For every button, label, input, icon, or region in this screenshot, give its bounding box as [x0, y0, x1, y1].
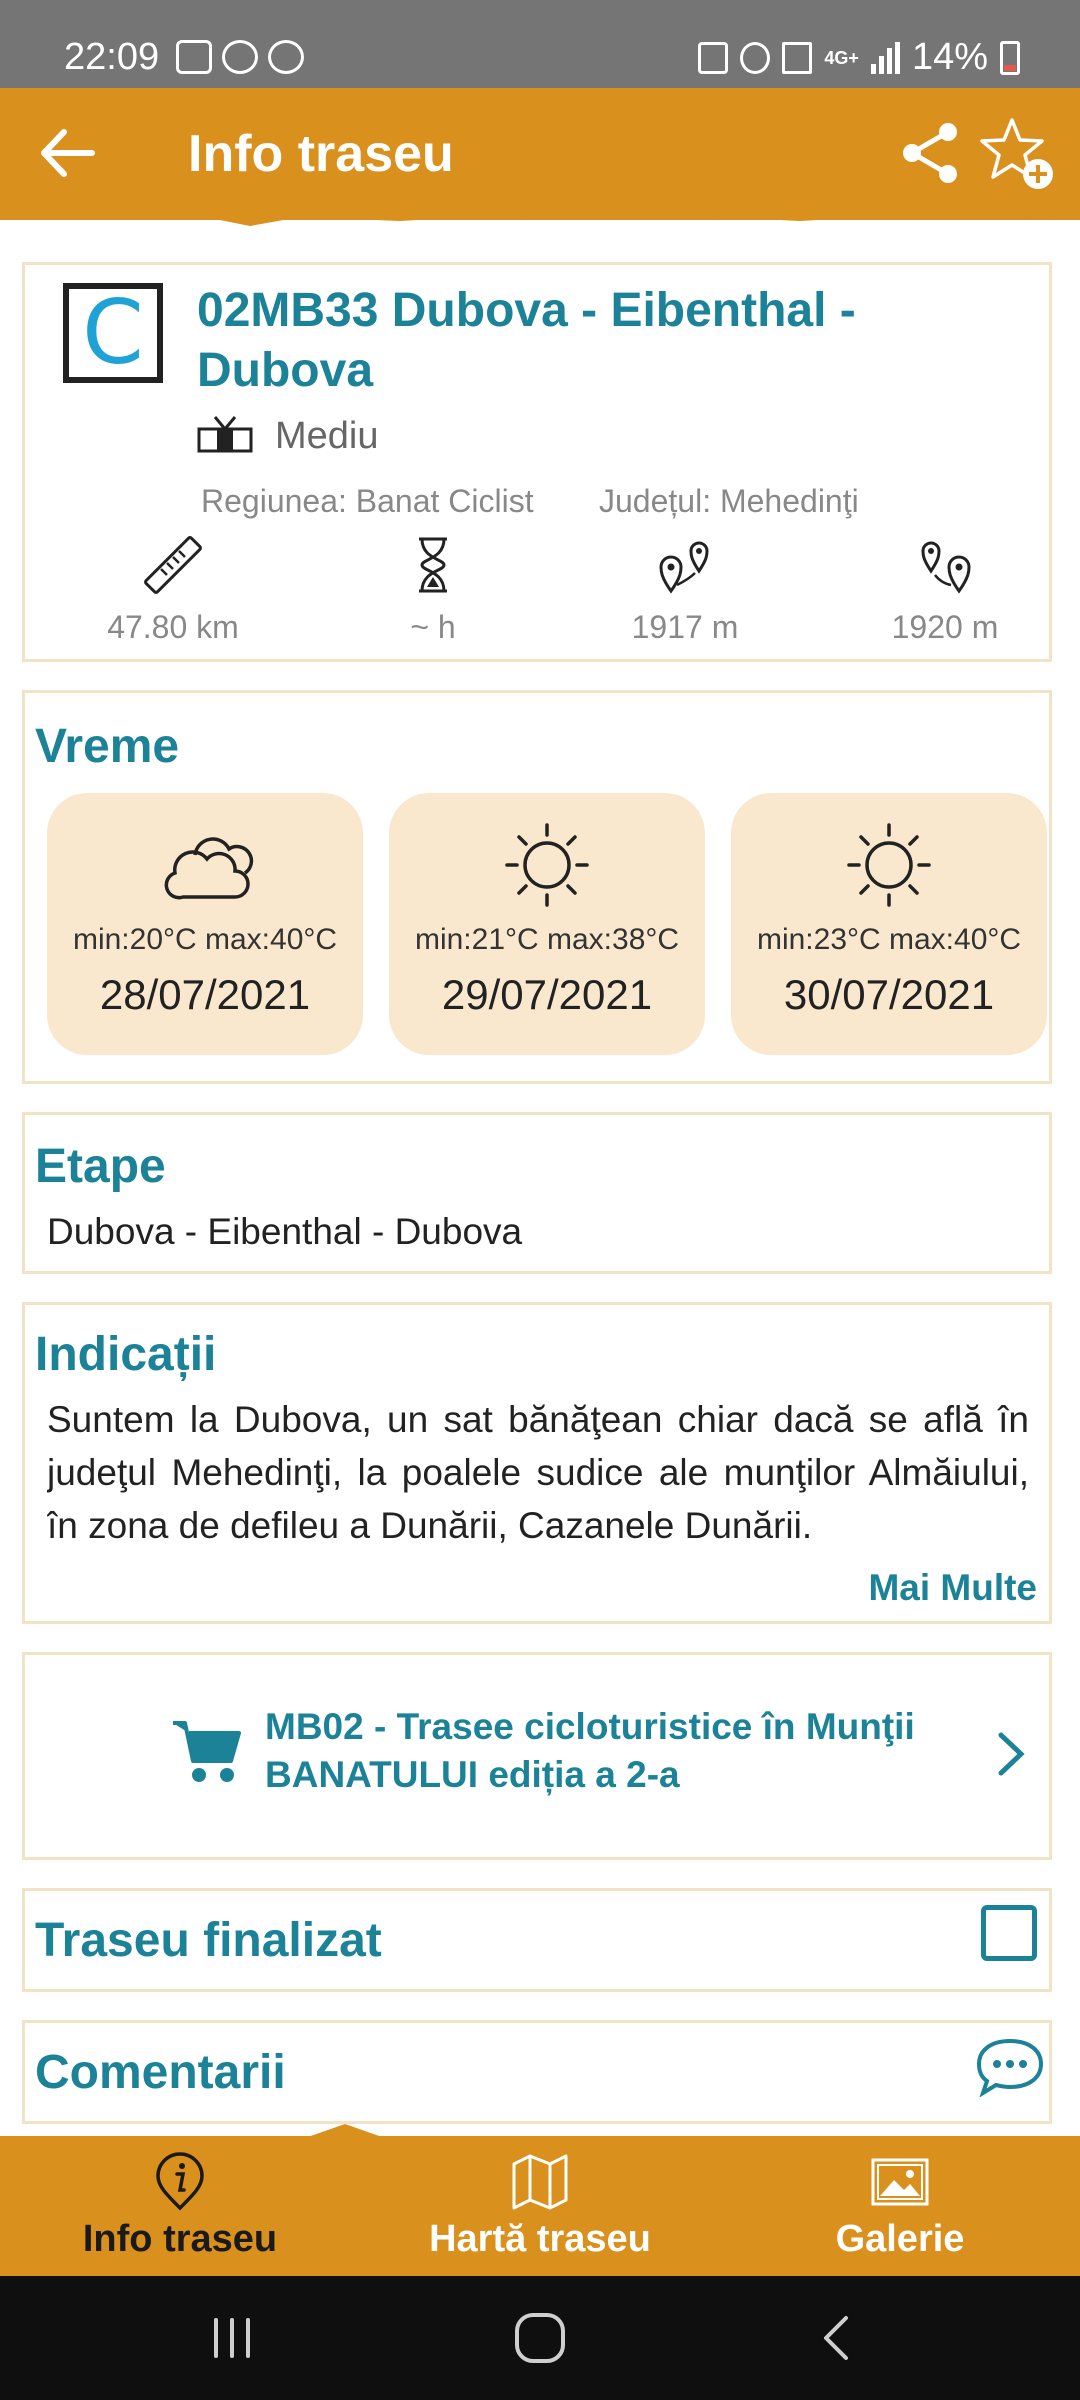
- add-favorite-star-icon[interactable]: [980, 114, 1060, 194]
- ruler-icon: [143, 535, 203, 595]
- stages-card: [22, 1112, 1052, 1274]
- weather-date: 30/07/2021: [783, 971, 995, 1018]
- stages-title: Etape: [35, 1140, 166, 1193]
- gallery-icon: [870, 2152, 930, 2212]
- battery-percent: 14%: [911, 36, 988, 78]
- route-category-logo: [63, 283, 163, 383]
- mute-icon: [782, 42, 812, 74]
- network-type: 4G+: [824, 47, 859, 68]
- route-category-letter: C: [82, 281, 144, 384]
- back-nav-icon[interactable]: [806, 2306, 870, 2370]
- comment-bubble-icon[interactable]: [975, 2037, 1045, 2097]
- difficulty-label: Mediu: [275, 415, 379, 457]
- weather-day-3: [731, 793, 1047, 1055]
- back-arrow-icon[interactable]: [32, 118, 102, 188]
- distance-stat: [53, 535, 293, 646]
- duration-value: ~ h: [410, 609, 456, 645]
- completed-title: Traseu finalizat: [35, 1914, 382, 1967]
- comments-title: Comentarii: [35, 2046, 286, 2099]
- app-bar-torn-edge: [0, 212, 1080, 232]
- battery-saver-icon: [698, 42, 728, 74]
- tab-label: Info traseu: [82, 2218, 278, 2260]
- tab-label: Hartă traseu: [429, 2218, 651, 2260]
- directions-text: Suntem la Dubova, un sat bănăţean chiar dacă se află în judeţul Mehedinţi, la poalele sudice ale munţilor Almăiului, în zona de defileu a Dunării, Cazanele Dunării.: [47, 1399, 1029, 1546]
- ascent-pins-icon: [655, 535, 715, 595]
- descent-pins-icon: [915, 535, 975, 595]
- notification-icons: [176, 40, 304, 74]
- difficulty-icon: [197, 415, 253, 455]
- info-icon: [150, 2152, 210, 2212]
- tab-harta-traseu[interactable]: [360, 2136, 720, 2276]
- tab-label: Galerie: [835, 2218, 965, 2260]
- product-card[interactable]: [22, 1652, 1052, 1860]
- descent-value: 1920 m: [891, 609, 999, 645]
- product-link[interactable]: MB02 - Trasee cicloturistice în Munţii BANATULUI ediția a 2-a: [265, 1706, 915, 1795]
- shopping-cart-icon: [171, 1715, 243, 1787]
- alarm-icon: [740, 42, 770, 74]
- descent-stat: [825, 535, 1065, 646]
- comments-card[interactable]: [22, 2020, 1052, 2124]
- home-icon[interactable]: [508, 2306, 572, 2370]
- duration-stat: [313, 535, 553, 646]
- route-title: 02MB33 Dubova - Eibenthal - Dubova: [197, 284, 856, 397]
- completed-checkbox[interactable]: [981, 1905, 1037, 1961]
- weather-day-2: [389, 793, 705, 1055]
- chevron-right-icon: [991, 1729, 1031, 1779]
- completed-card: [22, 1888, 1052, 1992]
- distance-value: 47.80 km: [107, 609, 239, 645]
- share-icon[interactable]: [896, 118, 966, 188]
- sun-icon: [839, 815, 939, 915]
- signal-icon: [871, 42, 900, 74]
- weather-minmax: min:21°C max:38°C: [414, 923, 680, 956]
- status-bar: [0, 0, 1080, 88]
- stages-text: Dubova - Eibenthal - Dubova: [47, 1211, 523, 1252]
- weather-minmax: min:20°C max:40°C: [72, 923, 338, 956]
- system-status-icons: [698, 36, 1020, 79]
- gallery-notification-icon: [176, 40, 212, 74]
- weather-date: 29/07/2021: [441, 971, 653, 1018]
- route-info-card: [22, 262, 1052, 662]
- sun-icon: [497, 815, 597, 915]
- ascent-stat: [565, 535, 805, 646]
- page-title: Info traseu: [188, 125, 454, 183]
- directions-title: Indicații: [35, 1328, 217, 1381]
- county-label: Județul: Mehedinţi: [599, 483, 859, 519]
- recent-apps-icon[interactable]: [200, 2306, 264, 2370]
- weather-day-1: [47, 793, 363, 1055]
- bottom-navigation: [0, 2136, 1080, 2276]
- battery-icon: [1000, 41, 1020, 75]
- whatsapp-notification-icon: [222, 40, 258, 74]
- weather-date: 28/07/2021: [99, 971, 311, 1018]
- hourglass-icon: [403, 535, 463, 595]
- map-icon: [510, 2152, 570, 2212]
- read-more-link[interactable]: Mai Multe: [868, 1567, 1037, 1608]
- cloud-icon: [155, 815, 255, 915]
- ascent-value: 1917 m: [631, 609, 739, 645]
- tab-galerie[interactable]: [720, 2136, 1080, 2276]
- system-navigation-bar: [0, 2276, 1080, 2400]
- region-label: Regiunea: Banat Ciclist: [201, 483, 534, 519]
- weather-minmax: min:23°C max:40°C: [756, 923, 1022, 956]
- app-bar: [0, 88, 1080, 220]
- weather-card: [22, 690, 1052, 1084]
- sync-notification-icon: [268, 40, 304, 74]
- directions-card: [22, 1302, 1052, 1624]
- status-time: 22:09: [64, 36, 160, 78]
- tab-info-traseu[interactable]: [0, 2136, 360, 2276]
- weather-title: Vreme: [35, 720, 180, 773]
